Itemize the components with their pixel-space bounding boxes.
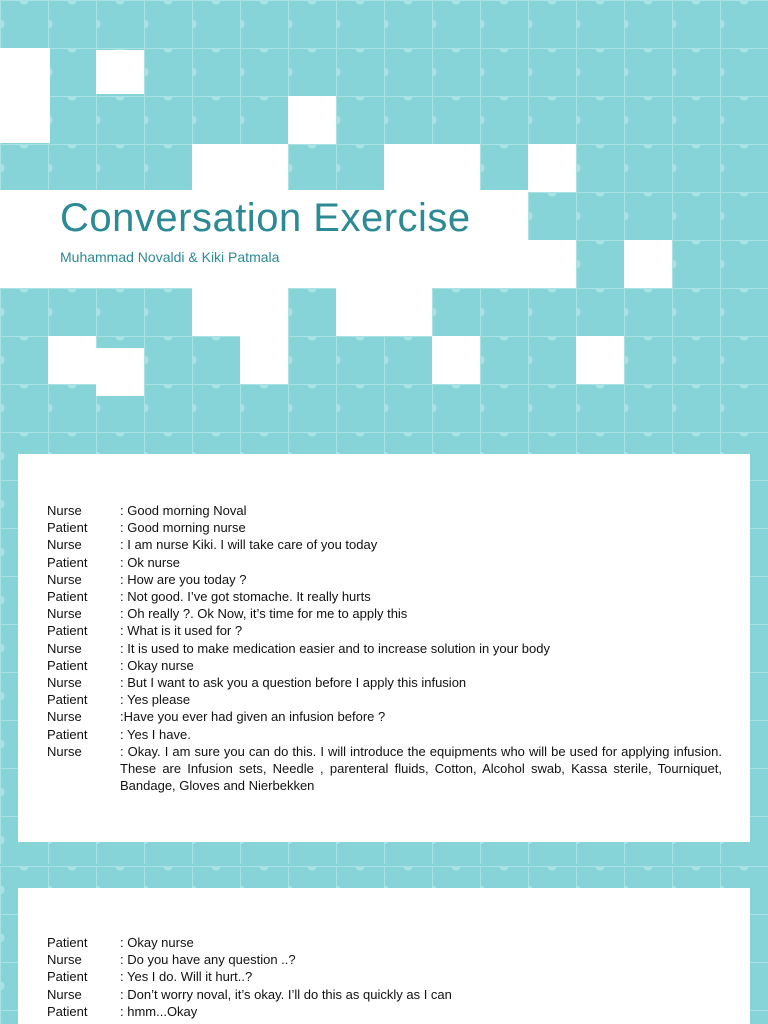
dialogue-line xyxy=(47,986,722,1003)
puzzle-hole xyxy=(96,50,144,94)
dialogue-slide-2 xyxy=(0,866,768,1024)
dialogue-line xyxy=(47,588,722,605)
speaker-label: Patient xyxy=(47,935,88,950)
dialogue-line xyxy=(47,1003,722,1020)
puzzle-hole xyxy=(336,288,432,336)
speech-text: : Good morning nurse xyxy=(120,520,246,536)
dialogue-line xyxy=(47,554,722,571)
speaker-label: Patient xyxy=(47,520,88,536)
speech-text: : Good morning Noval xyxy=(120,503,247,518)
speech-text: : I am nurse Kiki. I will take care of you today xyxy=(120,537,378,553)
speech-text: : Yes please xyxy=(120,692,191,708)
puzzle-hole xyxy=(96,348,144,396)
speech-text: : But I want to ask you a question before I apply this infusion xyxy=(120,675,467,691)
speaker-label: Nurse xyxy=(47,640,82,656)
speaker-label: Patient xyxy=(47,969,88,985)
dialogue-line xyxy=(47,622,722,639)
puzzle-hole xyxy=(432,336,480,384)
speech-text: : How are you today ? xyxy=(120,571,247,587)
speech-text: : Yes I have. xyxy=(120,726,191,742)
dialogue-line xyxy=(47,502,722,519)
dialogue-line xyxy=(47,640,722,657)
dialogue-line xyxy=(47,708,722,725)
speaker-label: Patient xyxy=(47,692,88,708)
dialogue xyxy=(47,934,722,1020)
dialogue-line xyxy=(47,674,722,691)
dialogue-line xyxy=(47,951,722,968)
dialogue-line xyxy=(47,605,722,622)
speech-text: : What is it used for ? xyxy=(120,623,243,639)
puzzle-hole xyxy=(288,96,336,144)
dialogue-line xyxy=(47,934,722,951)
puzzle-hole xyxy=(192,144,288,192)
speech-text: : Okay nurse xyxy=(120,657,194,673)
speech-text: : Okay nurse xyxy=(120,935,194,950)
speaker-label: Nurse xyxy=(47,503,82,518)
dialogue xyxy=(47,502,722,794)
speaker-label: Nurse xyxy=(47,743,82,759)
speech-text: : Yes I do. Will it hurt..? xyxy=(120,969,253,985)
speaker-label: Nurse xyxy=(47,606,82,622)
speech-text: : It is used to make medication easier and to increase solution in your body xyxy=(120,640,550,656)
puzzle-hole xyxy=(528,144,576,192)
puzzle-hole xyxy=(384,144,480,192)
speech-text: : Okay. I am sure you can do this. I will introduce the equipments who will be used for applying infusion. These are Infusion sets, Needle , parenteral fluids, Cotton, Alcohol swab, Kassa sterile, Tourniquet, Bandage, Gloves and Nierbekken xyxy=(120,743,722,794)
presentation-subtitle: Muhammad Novaldi & Kiki Patmala xyxy=(60,249,280,265)
dialogue-line xyxy=(47,657,722,674)
speaker-label: Patient xyxy=(47,657,88,673)
speaker-label: Nurse xyxy=(47,537,82,553)
presentation-title: Conversation Exercise xyxy=(60,196,471,240)
title-slide xyxy=(0,0,768,432)
puzzle-hole xyxy=(48,336,96,384)
dialogue-line xyxy=(47,726,722,743)
speech-text: : Ok nurse xyxy=(120,554,180,570)
speaker-label: Nurse xyxy=(47,986,82,1002)
puzzle-hole xyxy=(528,240,576,288)
speaker-label: Nurse xyxy=(47,952,82,968)
speaker-label: Patient xyxy=(47,589,88,605)
speaker-label: Patient xyxy=(47,1003,88,1019)
dialogue-line xyxy=(47,743,722,795)
dialogue-line xyxy=(47,519,722,536)
dialogue-line xyxy=(47,968,722,985)
speech-text: : Not good. I’ve got stomache. It really hurts xyxy=(120,589,371,605)
speaker-label: Patient xyxy=(47,623,88,639)
speaker-label: Nurse xyxy=(47,709,82,725)
dialogue-line xyxy=(47,691,722,708)
puzzle-hole xyxy=(192,288,288,336)
speaker-label: Nurse xyxy=(47,571,82,587)
speech-text: : Do you have any question ..? xyxy=(120,952,296,968)
puzzle-hole xyxy=(624,240,672,288)
puzzle-hole xyxy=(0,48,50,143)
speaker-label: Patient xyxy=(47,726,88,742)
speech-text: : Oh really ?. Ok Now, it’s time for me to apply this xyxy=(120,606,408,622)
puzzle-hole xyxy=(576,336,624,384)
dialogue-line xyxy=(47,571,722,588)
puzzle-hole xyxy=(240,336,288,384)
speech-text: :Have you ever had given an infusion before ? xyxy=(120,709,386,725)
dialogue-slide-1 xyxy=(0,432,768,864)
speaker-label: Patient xyxy=(47,554,88,570)
speech-text: : hmm...Okay xyxy=(120,1003,198,1019)
speaker-label: Nurse xyxy=(47,675,82,691)
dialogue-line xyxy=(47,536,722,553)
speech-text: : Don’t worry noval, it’s okay. I’ll do this as quickly as I can xyxy=(120,986,452,1002)
